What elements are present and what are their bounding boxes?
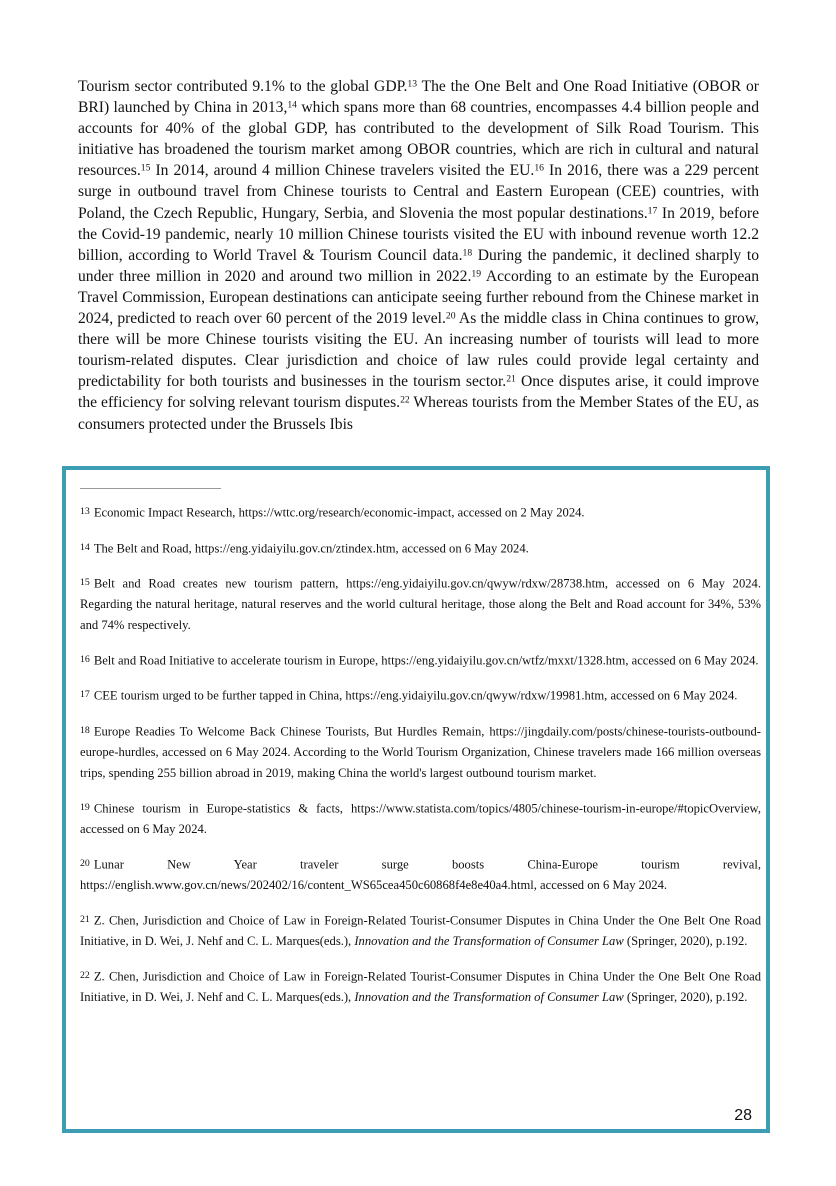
footnote-ref[interactable]: 17 [647, 205, 658, 217]
footnote-list [80, 502, 761, 1022]
footnote-17 [80, 685, 761, 706]
footnote-15 [80, 573, 761, 635]
footnotes-panel [62, 466, 770, 1133]
footnote-text: Lunar New Year traveler surge boosts China-Europe tourism revival, https://english.www.gov.cn/news/202402/16/content_WS65cea450c60868f4e8e40a4.html, accessed on 6 May 2024. [80, 857, 761, 892]
footnote-13 [80, 502, 761, 523]
body-text-segment: The the One Belt and One Road Initiative (OBOR or BRI) launched by China in 2013, [78, 78, 759, 117]
footnote-book-title: Innovation and the Transformation of Consumer Law [354, 933, 624, 948]
footnote-number: 14 [80, 541, 90, 553]
footnote-ref[interactable]: 22 [400, 395, 410, 407]
body-text-segment: which spans more than 68 countries, encompasses 4.4 billion people and accounts for 40% of the global GDP, has contributed to the development of Silk Road Tourism. This initiative has broadened the tourism market among OBOR countries, which are rich in cultural and natural resources. [78, 99, 759, 180]
footnote-ref[interactable]: 21 [506, 373, 516, 385]
footnote-text: Belt and Road creates new tourism pattern, https://eng.yidaiyilu.gov.cn/qwyw/rdxw/28738.htm, accessed on 6 May 2024. Regarding the natural heritage, natural reserves and the world cultural heritage, those along the Belt and Road account for 34%, 53% and 74% respectively. [80, 576, 761, 632]
footnote-ref[interactable]: 14 [287, 99, 297, 111]
footnote-text: Z. Chen, Jurisdiction and Choice of Law in Foreign-Related Tourist-Consumer Disputes in China Under the One Belt One Road Initiative, in D. Wei, J. Nehf and C. L. Marques(eds.), [80, 969, 761, 1005]
footnote-16 [80, 650, 761, 671]
footnote-ref[interactable]: 15 [140, 163, 151, 175]
footnote-text: Z. Chen, Jurisdiction and Choice of Law in Foreign-Related Tourist-Consumer Disputes in China Under the One Belt One Road Initiative, in D. Wei, J. Nehf and C. L. Marques(eds.), [80, 913, 761, 948]
footnote-ref[interactable]: 13 [407, 78, 418, 90]
body-text-segment: During the pandemic, it declined sharply to under three million in 2020 and around two million in 2022. [78, 246, 759, 285]
footnote-text: (Springer, 2020), p.192. [623, 933, 748, 948]
footnote-ref[interactable]: 20 [445, 310, 456, 322]
footnote-number: 15 [80, 577, 90, 589]
footnote-number: 21 [80, 913, 90, 925]
body-text-segment: In 2019, before the Covid-19 pandemic, nearly 10 million Chinese tourists visited the EU with inbound revenue worth 12.2 billion, according to World Travel & Tourism Council data. [78, 204, 760, 264]
body-text-segment: Once disputes arise, it could improve the efficiency for solving relevant tourism disputes. [78, 373, 759, 412]
body-text-segment: According to an estimate by the European Travel Commission, European destinations can anticipate seeing further rebound from the Chinese market in 2024, predicted to reach over 60 percent of the 2019 level. [78, 267, 760, 328]
footnote-separator [80, 488, 221, 489]
body-paragraph [78, 76, 759, 435]
footnote-text: CEE tourism urged to be further tapped in China, https://eng.yidaiyilu.gov.cn/qwyw/rdxw/19981.htm, accessed on 6 May 2024. [93, 688, 738, 703]
footnote-22 [80, 966, 761, 1008]
footnote-book-title: Innovation and the Transformation of Consumer Law [354, 990, 624, 1005]
footnote-number: 19 [80, 801, 90, 813]
footnote-text: Chinese tourism in Europe-statistics & facts, https://www.statista.com/topics/4805/chinese-tourism-in-europe/#topicOverview, accessed on 6 May 2024. [80, 801, 761, 836]
footnote-ref[interactable]: 16 [534, 163, 544, 175]
body-text-segment: In 2016, there was a 229 percent surge in outbound travel from Chinese tourists to Central and Eastern European (CEE) countries, with Poland, the Czech Republic, Hungary, Serbia, and Slovenia the most popular destinations. [78, 162, 759, 222]
footnote-19 [80, 798, 761, 840]
footnote-number: 17 [80, 689, 90, 701]
footnote-text: (Springer, 2020), p.192. [623, 990, 748, 1005]
footnote-text: Europe Readies To Welcome Back Chinese Tourists, But Hurdles Remain, https://jingdaily.com/posts/chinese-tourists-outbound-europe-hurdles, accessed on 6 May 2024. According to the World Tourism Organization, Chinese travelers made 166 million overseas trips, spending 255 billion abroad in 2019, making China the world's largest outbound tourism market. [80, 724, 761, 780]
footnote-18 [80, 721, 761, 783]
footnote-number: 22 [80, 970, 90, 982]
footnote-number: 13 [80, 506, 90, 517]
footnote-text: The Belt and Road, https://eng.yidaiyilu.gov.cn/ztindex.htm, accessed on 6 May 2024. [93, 541, 529, 555]
footnote-number: 20 [80, 857, 90, 869]
footnote-ref[interactable]: 18 [462, 247, 473, 259]
footnote-text: Economic Impact Research, https://wttc.org/research/economic-impact, accessed on 2 May 2024. [93, 505, 585, 520]
footnote-text: Belt and Road Initiative to accelerate tourism in Europe, https://eng.yidaiyilu.gov.cn/wtfz/mxxt/1328.htm, accessed on 6 May 2024. [93, 653, 759, 668]
footnote-21 [80, 910, 761, 952]
footnote-ref[interactable]: 19 [471, 268, 482, 280]
footnote-20 [80, 854, 761, 896]
page-number: 28 [734, 1107, 752, 1124]
footnote-14 [80, 538, 761, 559]
body-text-segment: Tourism sector contributed 9.1% to the global GDP. [78, 78, 408, 95]
footnote-number: 18 [80, 724, 90, 736]
body-text-segment: In 2014, around 4 million Chinese travelers visited the EU. [150, 162, 535, 180]
body-text-segment: As the middle class in China continues to grow, there will be more Chinese tourists visiting the EU. An increasing number of tourists will lead to more tourism-related disputes. Clear jurisdiction and choice of law rules could provide legal certainty and predictability for both tourists and businesses in the tourism sector. [78, 310, 759, 391]
footnote-number: 16 [80, 653, 90, 665]
body-text-segment: Whereas tourists from the Member States of the EU, as consumers protected under the Brussels Ibis [78, 394, 760, 433]
